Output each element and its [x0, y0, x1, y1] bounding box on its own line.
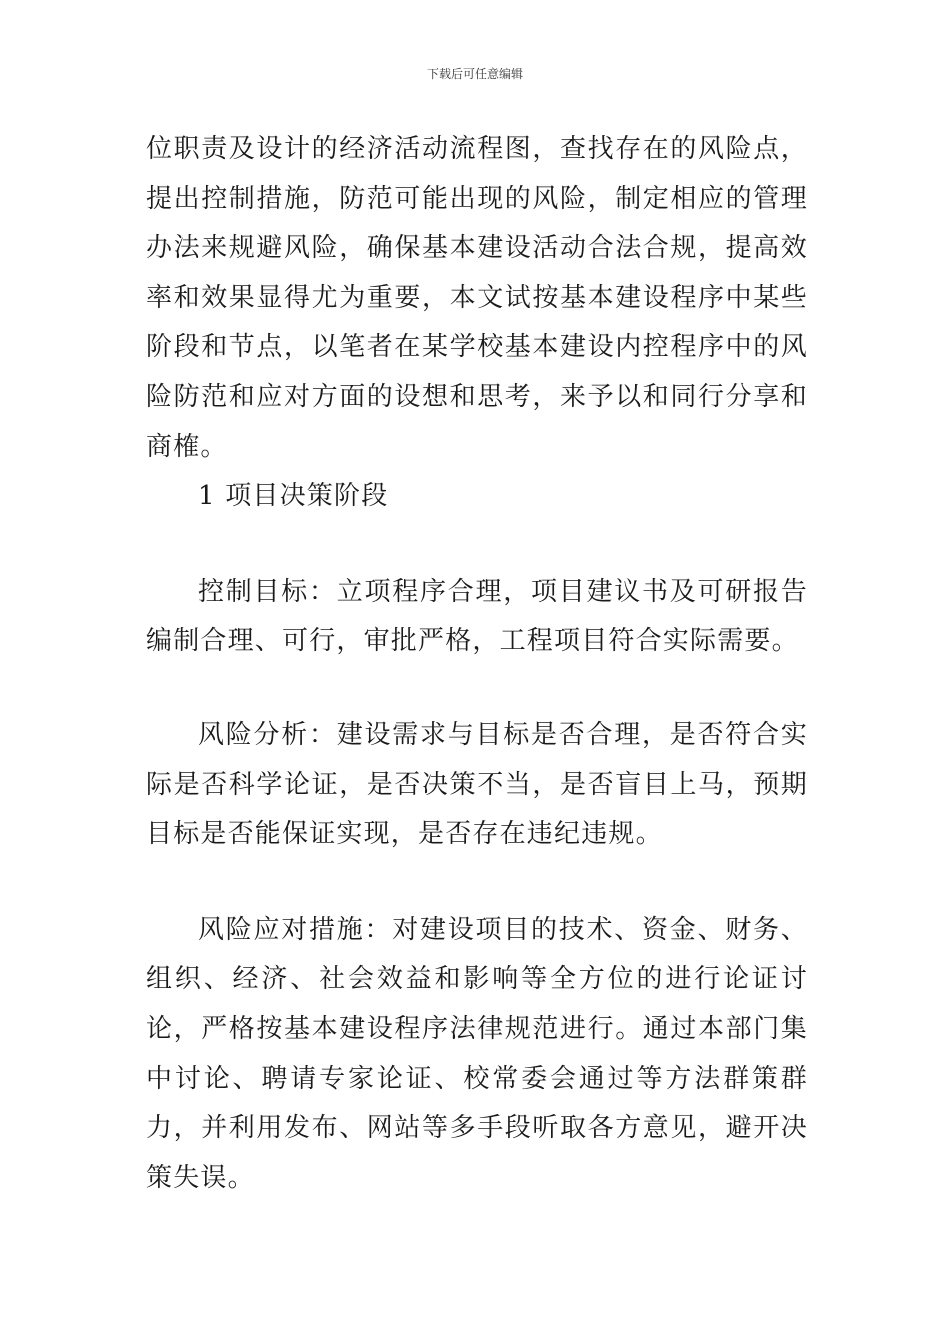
paragraph-risk-response: 风险应对措施：对建设项目的技术、资金、财务、组织、经济、社会效益和影响等全方位的进行论证讨论，严格按基本建设程序法律规范进行。通过本部门集中讨论、聘请专家论证、校常委会通过等方法群策群力，并利用发布、网站等多手段听取各方意见，避开决策失误。: [146, 914, 808, 1193]
section-heading: 1 项目决策阶段: [198, 481, 389, 512]
page-header-note: 下载后可任意编辑: [426, 67, 523, 81]
paragraph-intro-continued: 位职责及设计的经济活动流程图，查找存在的风险点，提出控制措施，防范可能出现的风险，制定相应的管理办法来规避风险，确保基本建设活动合法合规，提高效率和效果显得尤为重要，本文试按基本建设程序中某些阶段和节点，以笔者在某学校基本建设内控程序中的风险防范和应对方面的设想和思考，来予以和同行分享和商榷。: [146, 134, 808, 462]
paragraph-control-objective: 控制目标：立项程序合理，项目建议书及可研报告编制合理、可行，审批严格，工程项目符合实际需要。: [146, 576, 808, 657]
document-body: [146, 125, 808, 1203]
paragraph-risk-analysis: 风险分析：建设需求与目标是否合理，是否符合实际是否科学论证，是否决策不当，是否盲目上马，预期目标是否能保证实现，是否存在违纪违规。: [146, 719, 808, 850]
